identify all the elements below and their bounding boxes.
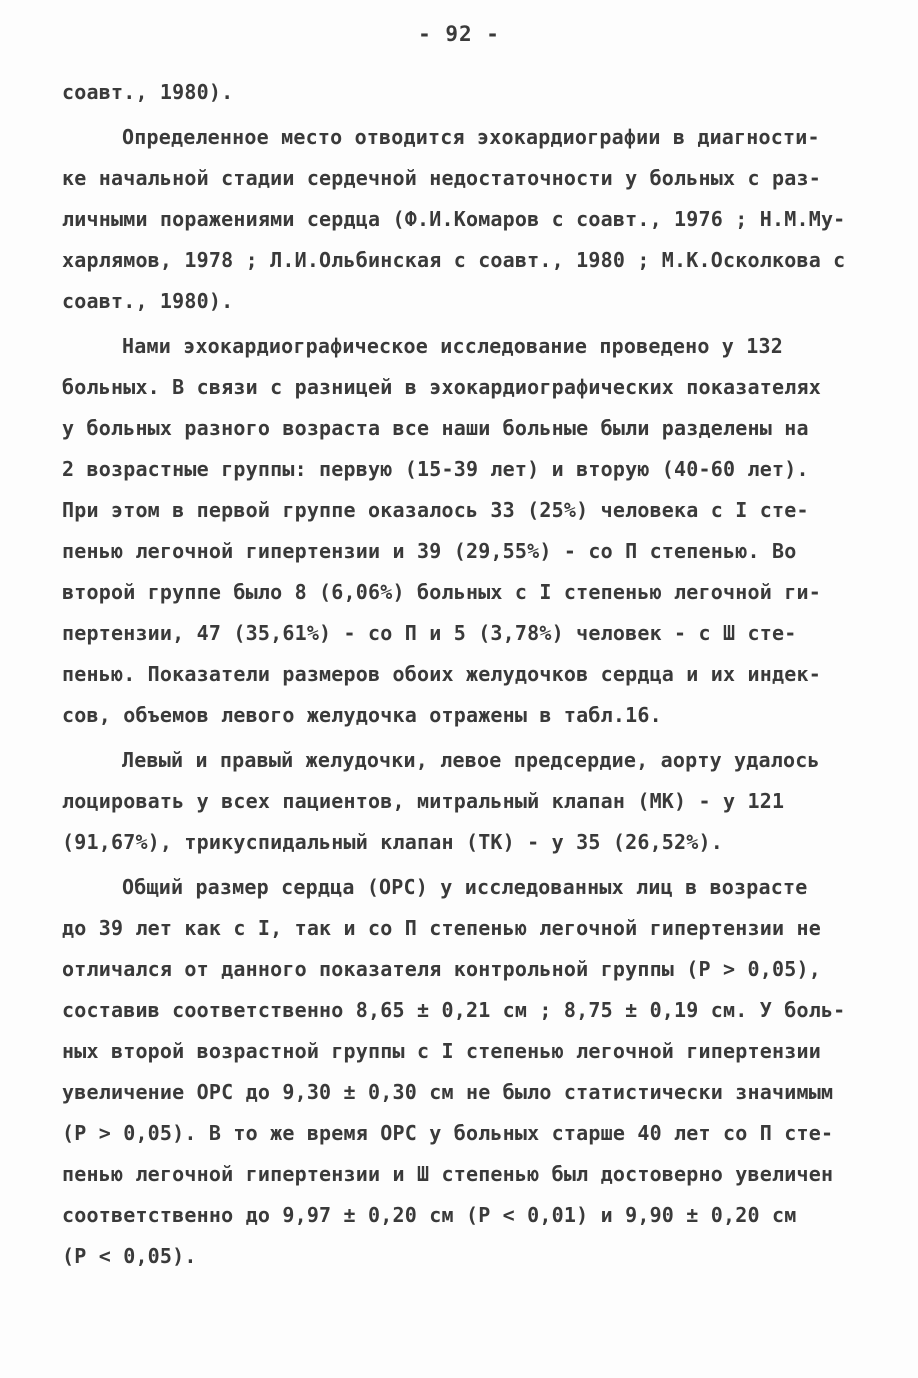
text-line: увеличение ОРС до 9,30 ± 0,30 см не было статистически значимым: [62, 1080, 834, 1104]
text-line: больных. В связи с разницей в эхокардиографических показателях: [62, 375, 821, 399]
page-number: - 92 -: [418, 22, 500, 46]
text-line: сов, объемов левого желудочка отражены в табл.16.: [62, 703, 662, 727]
text-line: 2 возрастные группы: первую (15-39 лет) и вторую (40-60 лет).: [62, 457, 809, 481]
text-line: соавт., 1980).: [62, 289, 234, 313]
text-line: ке начальной стадии сердечной недостаточности у больных с раз-: [62, 166, 821, 190]
text-line: составив соответственно 8,65 ± 0,21 см ; 8,75 ± 0,19 см. У боль-: [62, 998, 846, 1022]
text-line: пенью легочной гипертензии и Ш степенью был достоверно увеличен: [62, 1162, 834, 1186]
text-line: второй группе было 8 (6,06%) больных с I степенью легочной ги-: [62, 580, 821, 604]
text-line: соавт., 1980).: [62, 80, 234, 104]
text-line: соответственно до 9,97 ± 0,20 см (Р < 0,01) и 9,90 ± 0,20 см: [62, 1203, 797, 1227]
text-line: При этом в первой группе оказалось 33 (25%) человека с I сте-: [62, 498, 809, 522]
text-line: у больных разного возраста все наши больные были разделены на: [62, 416, 809, 440]
paragraph-first-line: Нами эхокардиографическое исследование проведено у 132: [122, 334, 784, 358]
text-line: пенью. Показатели размеров обоих желудочков сердца и их индек-: [62, 662, 821, 686]
text-line: лоцировать у всех пациентов, митральный клапан (МК) - у 121: [62, 789, 785, 813]
text-line: до 39 лет как с I, так и со П степенью легочной гипертензии не: [62, 916, 821, 940]
text-line: (Р > 0,05). В то же время ОРС у больных старше 40 лет со П сте-: [62, 1121, 834, 1145]
text-line: ных второй возрастной группы с I степенью легочной гипертензии: [62, 1039, 821, 1063]
text-line: отличался от данного показателя контрольной группы (Р > 0,05),: [62, 957, 821, 981]
text-line: личными поражениями сердца (Ф.И.Комаров с соавт., 1976 ; Н.М.Му-: [62, 207, 846, 231]
text-line: пенью легочной гипертензии и 39 (29,55%) - со П степенью. Во: [62, 539, 797, 563]
text-line: пертензии, 47 (35,61%) - со П и 5 (3,78%) человек - с Ш сте-: [62, 621, 797, 645]
body-text: [62, 72, 872, 1277]
paragraph-first-line: Левый и правый желудочки, левое предсердие, аорту удалось: [122, 748, 820, 772]
text-line: (91,67%), трикуспидальный клапан (ТК) - у 35 (26,52%).: [62, 830, 724, 854]
text-line: харлямов, 1978 ; Л.И.Ольбинская с соавт., 1980 ; М.К.Осколкова с: [62, 248, 846, 272]
paragraph-first-line: Определенное место отводится эхокардиографии в диагности-: [122, 125, 820, 149]
text-line: (Р < 0,05).: [62, 1244, 197, 1268]
paragraph-first-line: Общий размер сердца (ОРС) у исследованных лиц в возрасте: [122, 875, 808, 899]
